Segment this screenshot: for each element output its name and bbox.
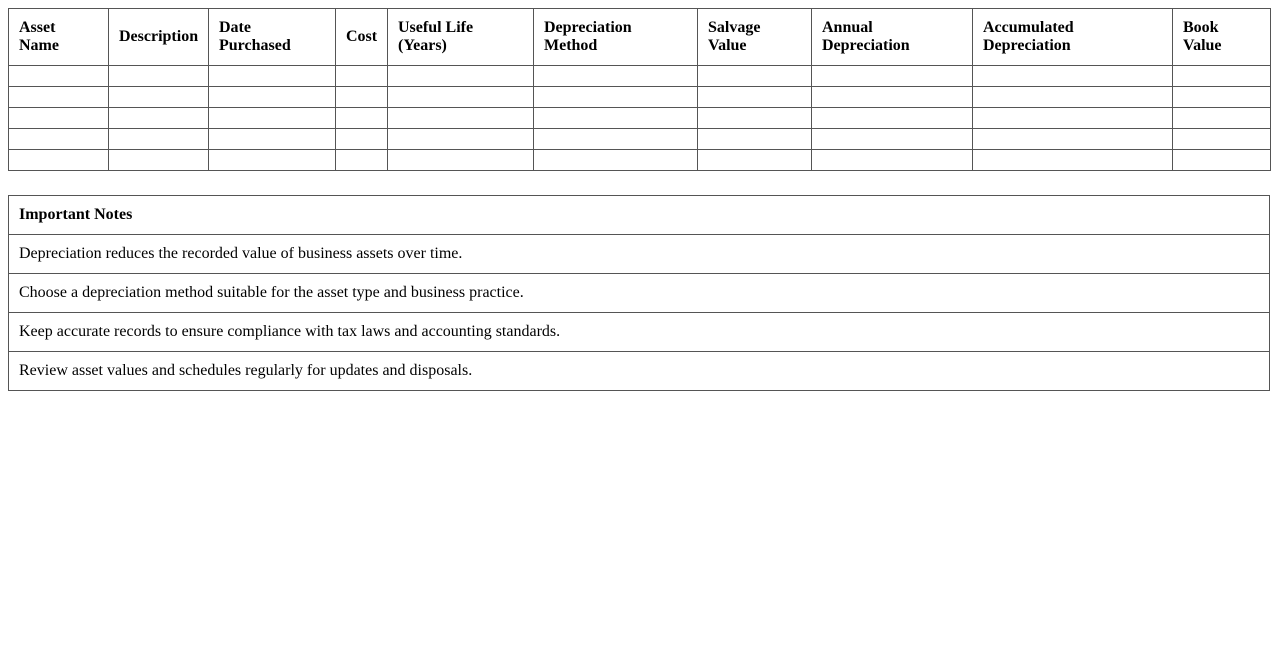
table-row <box>9 66 1271 87</box>
note-row <box>9 274 1270 313</box>
note-row <box>9 352 1270 391</box>
table-cell[interactable] <box>9 87 109 108</box>
table-cell[interactable] <box>209 129 336 150</box>
table-cell[interactable] <box>534 66 698 87</box>
table-cell[interactable] <box>388 87 534 108</box>
table-cell[interactable] <box>1173 129 1271 150</box>
table-cell[interactable] <box>9 66 109 87</box>
table-cell[interactable] <box>534 150 698 171</box>
note-item: Depreciation reduces the recorded value of business assets over time. <box>9 235 1270 274</box>
table-cell[interactable] <box>9 150 109 171</box>
notes-heading: Important Notes <box>9 196 1270 235</box>
table-cell[interactable] <box>336 87 388 108</box>
column-header-salvage-value: Salvage Value <box>698 9 812 66</box>
column-header-depreciation-method: Depreciation Method <box>534 9 698 66</box>
table-cell[interactable] <box>534 129 698 150</box>
table-cell[interactable] <box>109 150 209 171</box>
note-item: Review asset values and schedules regularly for updates and disposals. <box>9 352 1270 391</box>
table-cell[interactable] <box>812 108 973 129</box>
note-row <box>9 313 1270 352</box>
table-row <box>9 87 1271 108</box>
column-header-annual-depreciation: Annual Depreciation <box>812 9 973 66</box>
table-cell[interactable] <box>698 129 812 150</box>
table-cell[interactable] <box>336 66 388 87</box>
table-cell[interactable] <box>973 129 1173 150</box>
table-cell[interactable] <box>534 87 698 108</box>
table-cell[interactable] <box>1173 150 1271 171</box>
table-cell[interactable] <box>1173 66 1271 87</box>
notes-heading-row <box>9 196 1270 235</box>
table-row <box>9 150 1271 171</box>
table-cell[interactable] <box>973 108 1173 129</box>
important-notes-table <box>8 195 1270 391</box>
note-item: Choose a depreciation method suitable for the asset type and business practice. <box>9 274 1270 313</box>
table-header-row <box>9 9 1271 66</box>
table-cell[interactable] <box>973 66 1173 87</box>
column-header-useful-life: Useful Life (Years) <box>388 9 534 66</box>
column-header-book-value: Book Value <box>1173 9 1271 66</box>
table-cell[interactable] <box>388 66 534 87</box>
table-cell[interactable] <box>9 108 109 129</box>
table-cell[interactable] <box>109 87 209 108</box>
table-cell[interactable] <box>109 108 209 129</box>
depreciation-schedule-table <box>8 8 1271 171</box>
table-cell[interactable] <box>336 108 388 129</box>
column-header-asset-name: Asset Name <box>9 9 109 66</box>
table-cell[interactable] <box>812 129 973 150</box>
column-header-description: Description <box>109 9 209 66</box>
table-cell[interactable] <box>1173 108 1271 129</box>
table-cell[interactable] <box>388 129 534 150</box>
table-cell[interactable] <box>973 87 1173 108</box>
table-cell[interactable] <box>812 150 973 171</box>
table-cell[interactable] <box>109 129 209 150</box>
note-item: Keep accurate records to ensure compliance with tax laws and accounting standards. <box>9 313 1270 352</box>
column-header-cost: Cost <box>336 9 388 66</box>
table-cell[interactable] <box>812 87 973 108</box>
table-cell[interactable] <box>209 150 336 171</box>
column-header-accumulated-depreciation: Accumulated Depreciation <box>973 9 1173 66</box>
table-cell[interactable] <box>1173 87 1271 108</box>
table-cell[interactable] <box>698 150 812 171</box>
table-cell[interactable] <box>336 150 388 171</box>
table-cell[interactable] <box>698 66 812 87</box>
column-header-date-purchased: Date Purchased <box>209 9 336 66</box>
table-cell[interactable] <box>209 108 336 129</box>
table-cell[interactable] <box>973 150 1173 171</box>
table-cell[interactable] <box>698 87 812 108</box>
table-cell[interactable] <box>209 87 336 108</box>
table-cell[interactable] <box>388 108 534 129</box>
table-cell[interactable] <box>109 66 209 87</box>
table-row <box>9 108 1271 129</box>
table-cell[interactable] <box>534 108 698 129</box>
table-cell[interactable] <box>812 66 973 87</box>
note-row <box>9 235 1270 274</box>
table-row <box>9 129 1271 150</box>
table-cell[interactable] <box>698 108 812 129</box>
table-cell[interactable] <box>336 129 388 150</box>
table-cell[interactable] <box>209 66 336 87</box>
table-cell[interactable] <box>388 150 534 171</box>
table-cell[interactable] <box>9 129 109 150</box>
